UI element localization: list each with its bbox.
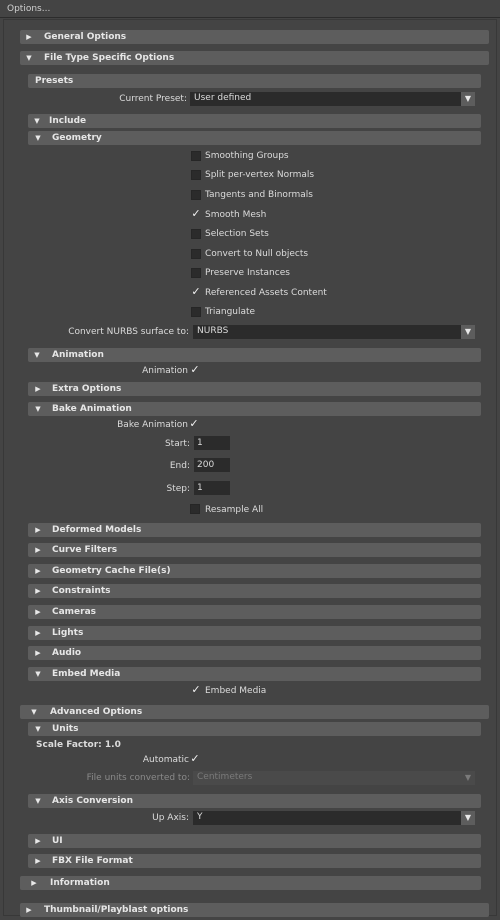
section-geometry-cache[interactable] — [28, 564, 481, 578]
expanded-arrow-icon: ▼ — [26, 54, 32, 62]
animation-label: Animation — [142, 366, 188, 376]
collapsed-arrow-icon: ▶ — [31, 879, 37, 887]
up-axis-label: Up Axis: — [152, 813, 189, 823]
collapsed-arrow-icon: ▶ — [35, 857, 41, 865]
section-label: Geometry — [52, 133, 102, 143]
bake-animation-checkbox[interactable]: ✓ — [189, 417, 199, 430]
section-animation[interactable] — [28, 348, 481, 362]
nurbs-dropdown[interactable] — [193, 325, 475, 339]
chevron-down-icon: ▼ — [461, 325, 475, 339]
section-label: Presets — [35, 76, 74, 86]
checkbox-tangents-binormals[interactable] — [191, 190, 201, 200]
animation-checkbox[interactable]: ✓ — [190, 363, 200, 376]
section-label: Lights — [52, 628, 84, 638]
embed-media-label: Embed Media — [205, 686, 267, 696]
label-convert-null: Convert to Null objects — [205, 249, 309, 259]
expanded-arrow-icon: ▼ — [35, 670, 41, 678]
section-label: Embed Media — [52, 669, 121, 679]
dropdown-value: NURBS — [197, 326, 229, 336]
collapsed-arrow-icon: ▶ — [35, 526, 41, 534]
section-label: Include — [49, 116, 87, 126]
section-label: Deformed Models — [52, 525, 142, 535]
section-presets[interactable] — [28, 74, 481, 88]
section-constraints[interactable] — [28, 584, 481, 598]
expanded-arrow-icon: ▼ — [34, 351, 40, 359]
checkbox-triangulate[interactable] — [191, 307, 201, 317]
collapsed-arrow-icon: ▶ — [35, 649, 41, 657]
label-selection-sets: Selection Sets — [205, 229, 269, 239]
section-label: Bake Animation — [52, 404, 132, 414]
automatic-checkbox[interactable]: ✓ — [190, 752, 200, 765]
file-units-label: File units converted to: — [86, 773, 190, 783]
label-smooth-mesh: Smooth Mesh — [205, 210, 267, 220]
section-thumbnail[interactable] — [20, 903, 489, 917]
checkbox-smooth-mesh[interactable]: ✓ — [191, 207, 201, 220]
dropdown-value: User defined — [194, 93, 252, 103]
bake-animation-label: Bake Animation — [117, 420, 188, 430]
section-fbx-file-format[interactable] — [28, 854, 481, 868]
expanded-arrow-icon: ▼ — [35, 134, 41, 142]
section-lights[interactable] — [28, 626, 481, 640]
start-field[interactable]: 1 — [194, 436, 230, 450]
chevron-down-icon: ▼ — [461, 811, 475, 825]
checkbox-split-normals[interactable] — [191, 170, 201, 180]
section-axis-conversion[interactable] — [28, 794, 481, 808]
section-include[interactable] — [28, 114, 481, 128]
current-preset-label: Current Preset: — [119, 94, 187, 104]
checkbox-resample-all[interactable] — [190, 504, 200, 514]
section-label: FBX File Format — [52, 856, 133, 866]
checkbox-selection-sets[interactable] — [191, 229, 201, 239]
collapsed-arrow-icon: ▶ — [35, 385, 41, 393]
label-smoothing-groups: Smoothing Groups — [205, 151, 289, 161]
section-label: Information — [50, 878, 110, 888]
label-triangulate: Triangulate — [205, 307, 256, 317]
section-extra-options[interactable] — [28, 382, 481, 396]
title-divider — [0, 17, 500, 18]
section-general-options[interactable] — [20, 30, 489, 44]
section-curve-filters[interactable] — [28, 543, 481, 557]
collapsed-arrow-icon: ▶ — [35, 546, 41, 554]
label-tangents-binormals: Tangents and Binormals — [205, 190, 313, 200]
label-split-normals: Split per-vertex Normals — [205, 170, 315, 180]
section-embed-media[interactable] — [28, 667, 481, 681]
section-information[interactable] — [20, 876, 481, 890]
end-field[interactable]: 200 — [194, 458, 230, 472]
section-label: File Type Specific Options — [44, 53, 175, 63]
section-ui[interactable] — [28, 834, 481, 848]
section-label: Advanced Options — [50, 707, 143, 717]
expanded-arrow-icon: ▼ — [34, 117, 40, 125]
section-label: Animation — [52, 350, 104, 360]
section-label: Axis Conversion — [52, 796, 133, 806]
collapsed-arrow-icon: ▶ — [35, 837, 41, 845]
expanded-arrow-icon: ▼ — [35, 797, 41, 805]
current-preset-dropdown[interactable] — [190, 92, 475, 106]
section-label: Thumbnail/Playblast options — [44, 905, 189, 915]
section-file-type-specific[interactable] — [20, 51, 489, 65]
chevron-down-icon: ▼ — [464, 773, 472, 782]
file-units-dropdown — [193, 771, 475, 785]
expanded-arrow-icon: ▼ — [31, 708, 37, 716]
label-preserve-instances: Preserve Instances — [205, 268, 290, 278]
automatic-label: Automatic — [142, 755, 189, 765]
collapsed-arrow-icon: ▶ — [35, 587, 41, 595]
end-label: End: — [169, 461, 190, 471]
step-field[interactable]: 1 — [194, 481, 230, 495]
label-referenced-assets: Referenced Assets Content — [205, 288, 327, 298]
section-audio[interactable] — [28, 646, 481, 660]
embed-media-checkbox[interactable]: ✓ — [191, 683, 201, 696]
section-geometry[interactable] — [28, 131, 481, 145]
expanded-arrow-icon: ▼ — [35, 405, 41, 413]
start-label: Start: — [164, 439, 190, 449]
section-label: Units — [52, 724, 79, 734]
section-deformed-models[interactable] — [28, 523, 481, 537]
step-label: Step: — [166, 484, 190, 494]
dropdown-value: Centimeters — [197, 772, 253, 782]
chevron-down-icon: ▼ — [461, 92, 475, 106]
up-axis-dropdown[interactable] — [193, 811, 475, 825]
section-label: Curve Filters — [52, 545, 118, 555]
checkbox-referenced-assets[interactable]: ✓ — [191, 285, 201, 298]
collapsed-arrow-icon: ▶ — [26, 33, 32, 41]
expanded-arrow-icon: ▼ — [35, 725, 41, 733]
section-cameras[interactable] — [28, 605, 481, 619]
section-label: Audio — [52, 648, 82, 658]
collapsed-arrow-icon: ▶ — [35, 608, 41, 616]
window-title: Options... — [7, 4, 51, 14]
collapsed-arrow-icon: ▶ — [35, 629, 41, 637]
collapsed-arrow-icon: ▶ — [26, 906, 32, 914]
collapsed-arrow-icon: ▶ — [35, 567, 41, 575]
section-bake-animation[interactable] — [28, 402, 481, 416]
checkbox-convert-null[interactable] — [191, 249, 201, 259]
checkbox-preserve-instances[interactable] — [191, 268, 201, 278]
section-units[interactable] — [28, 722, 481, 736]
section-label: Constraints — [52, 586, 111, 596]
section-label: Cameras — [52, 607, 97, 617]
section-label: Extra Options — [52, 384, 122, 394]
dropdown-value: Y — [197, 812, 203, 822]
scale-factor-label: Scale Factor: 1.0 — [36, 740, 121, 750]
section-label: Geometry Cache File(s) — [52, 566, 171, 576]
section-advanced-options[interactable] — [20, 705, 489, 719]
label-resample-all: Resample All — [205, 505, 264, 515]
checkbox-smoothing-groups[interactable] — [191, 151, 201, 161]
section-label: UI — [52, 836, 63, 846]
nurbs-label: Convert NURBS surface to: — [68, 327, 189, 337]
section-label: General Options — [44, 32, 127, 42]
